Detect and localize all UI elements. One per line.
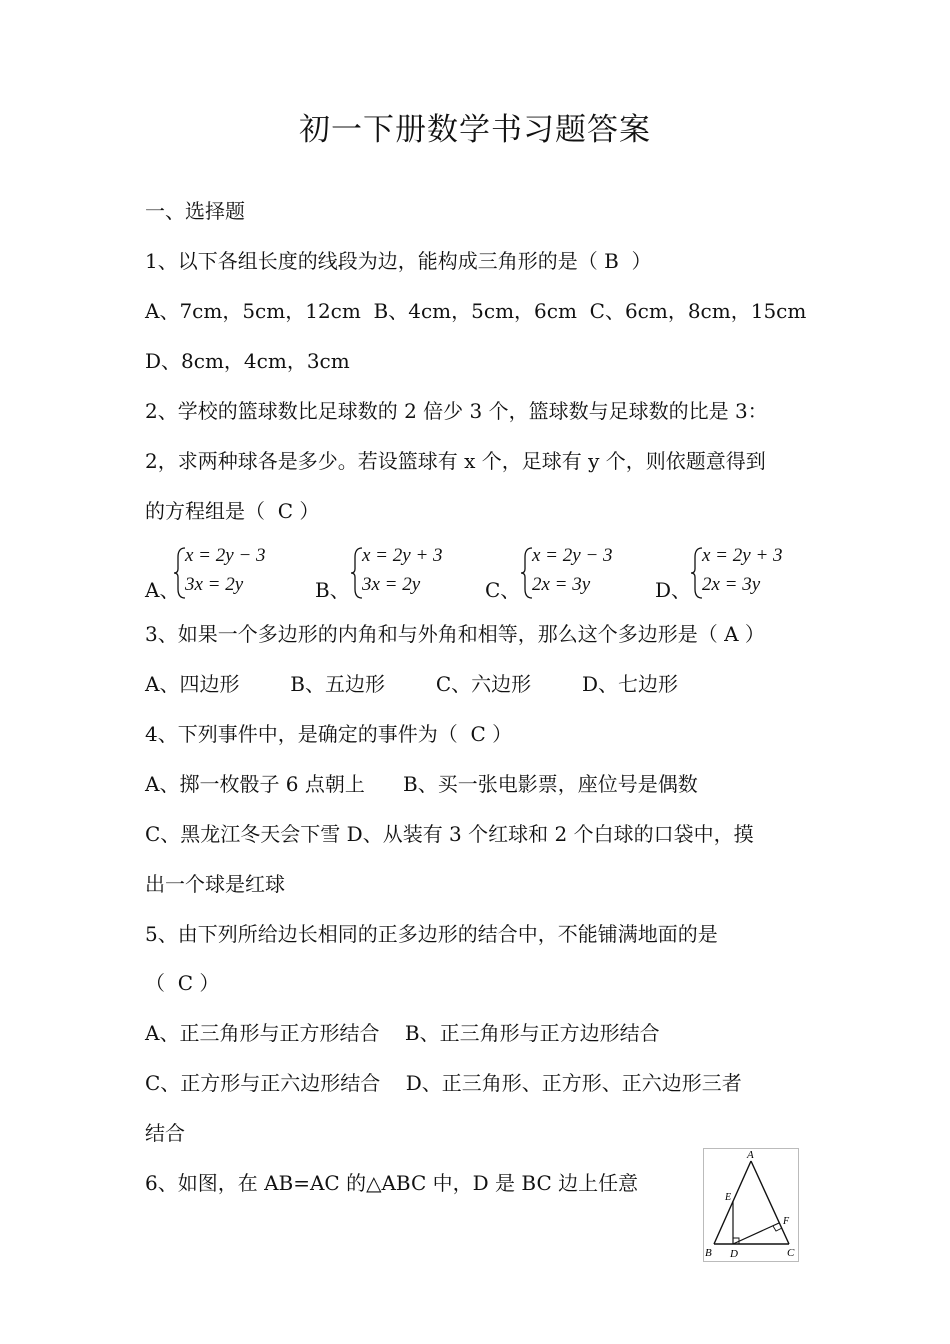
question-5-option-d-cont: 结合 [145,1121,185,1145]
option-c-eq2: 2x = 3y [532,574,591,595]
question-2-line-1: 2、学校的篮球数比足球数的 2 倍少 3 个，篮球数与足球数的比是 3： [145,399,768,423]
section-heading: 一、选择题 [145,199,245,223]
triangle-figure [703,1148,799,1262]
question-2-line-3: 的方程组是（ C ） [145,499,320,523]
question-2-options [145,545,825,605]
option-b-eq2: 3x = 2y [362,574,421,595]
point-c-label: C [787,1247,795,1259]
question-3: 3、如果一个多边形的内角和与外角和相等，那么这个多边形是（ A ） [145,622,765,646]
question-4-options-cd: C、黑龙江冬天会下雪 D、从装有 3 个红球和 2 个白球的口袋中，摸 [145,822,754,846]
point-a-label: A [747,1149,754,1161]
question-5-answer: （ C ） [145,971,220,995]
segment-df [733,1223,779,1244]
option-d-label: D、 [655,578,692,602]
question-4: 4、下列事件中，是确定的事件为（ C ） [145,722,513,746]
option-a-eq2: 3x = 2y [185,574,244,595]
question-2-line-2: 2，求两种球各是多少。若设篮球有 x 个，足球有 y 个，则依题意得到 [145,449,766,473]
question-1-option-d: D、8cm，4cm，3cm [145,349,350,373]
option-d-eq1: x = 2y + 3 [702,545,783,566]
point-b-label: B [705,1247,712,1259]
option-a-eq1: x = 2y − 3 [185,545,266,566]
question-6: 6、如图，在 AB=AC 的△ABC 中，D 是 BC 边上任意 [145,1171,639,1195]
question-1-options-abc: A、7cm，5cm，12cm B、4cm，5cm，6cm C、6cm，8cm，15cm [145,299,807,323]
point-d-label: D [730,1248,738,1260]
question-4-option-d-cont: 出一个球是红球 [145,872,285,896]
question-5: 5、由下列所给边长相同的正多边形的结合中，不能铺满地面的是 [145,922,718,946]
question-5-options-cd: C、正方形与正六边形结合 D、正三角形、正方形、正六边形三者 [145,1071,742,1095]
question-4-options-ab: A、掷一枚骰子 6 点朝上 B、买一张电影票，座位号是偶数 [145,772,698,796]
point-e-label: E [725,1192,732,1203]
option-a-label: A、 [145,578,180,602]
side-ac [751,1161,789,1244]
question-3-options: A、四边形 B、五边形 C、六边形 D、七边形 [145,672,679,696]
option-d-eq2: 2x = 3y [702,574,761,595]
question-1: 1、以下各组长度的线段为边，能构成三角形的是（ B ） [145,249,652,273]
option-b-eq1: x = 2y + 3 [362,545,443,566]
option-b-label: B、 [315,578,350,602]
option-c-label: C、 [485,578,521,602]
option-c-eq1: x = 2y − 3 [532,545,613,566]
page-title: 初一下册数学书习题答案 [299,112,651,148]
question-5-options-ab: A、正三角形与正方形结合 B、正三角形与正方边形结合 [145,1021,660,1045]
triangle-diagram [703,1148,799,1262]
point-f-label: F [783,1216,790,1227]
